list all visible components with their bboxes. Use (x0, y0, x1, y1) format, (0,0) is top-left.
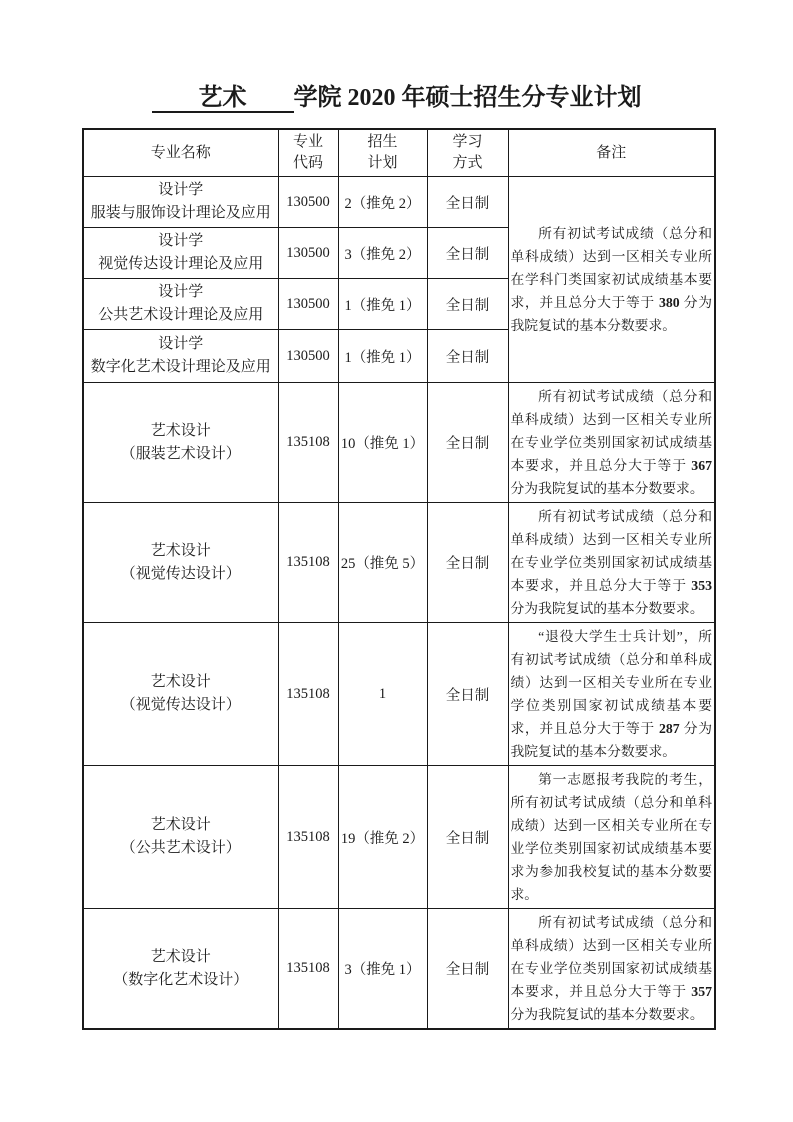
table-row (83, 766, 715, 909)
major-name-cell: 艺术设计 （服装艺术设计） (83, 383, 278, 503)
remark-score-bold: 367 (691, 458, 712, 473)
table-row (83, 383, 715, 503)
remark-paragraph: 所有初试考试成绩（总分和单科成绩）达到一区相关专业所在专业学位类别国家初试成绩基本要求，并且总分大于等于 367 分为我院复试的基本分数要求。 (510, 389, 712, 496)
admission-plan-table (82, 128, 716, 1030)
major-name-cell: 艺术设计 （视觉传达设计） (83, 503, 278, 623)
header-row (83, 129, 715, 177)
remark-paragraph: 所有初试考试成绩（总分和单科成绩）达到一区相关专业所在专业学位类别国家初试成绩基本要求，并且总分大于等于 353 分为我院复试的基本分数要求。 (510, 509, 712, 616)
remark-cell (508, 177, 715, 383)
study-mode-cell: 全日制 (427, 383, 508, 503)
major-code-cell: 135108 (278, 909, 338, 1030)
major-code-cell: 130500 (278, 330, 338, 383)
table-body (83, 177, 715, 1030)
major-name-cell: 设计学 服装与服饰设计理论及应用 (83, 177, 278, 228)
study-mode-cell: 全日制 (427, 228, 508, 279)
major-code-cell: 130500 (278, 228, 338, 279)
study-mode-cell: 全日制 (427, 909, 508, 1030)
study-mode-cell: 全日制 (427, 330, 508, 383)
remark-paragraph: “退役大学生士兵计划”，所有初试考试成绩（总分和单科成绩）达到一区相关专业所在专业学位类别国家初试成绩基本要求，并且总分大于等于 287 分为我院复试的基本分数要求。 (510, 629, 712, 759)
major-name-cell: 设计学 视觉传达设计理论及应用 (83, 228, 278, 279)
study-mode-cell: 全日制 (427, 623, 508, 766)
table-row (83, 623, 715, 766)
table-row (83, 503, 715, 623)
major-name-cell: 艺术设计 （数字化艺术设计） (83, 909, 278, 1030)
enrollment-plan-cell: 2（推免 2） (338, 177, 427, 228)
title-blank-underline: 艺术 (152, 85, 294, 113)
page-title (0, 84, 793, 113)
major-code-cell: 135108 (278, 623, 338, 766)
major-code-cell: 130500 (278, 279, 338, 330)
major-code-cell: 130500 (278, 177, 338, 228)
study-mode-cell: 全日制 (427, 766, 508, 909)
major-code-cell: 135108 (278, 383, 338, 503)
table-row (83, 177, 715, 228)
header-cell-major-code: 专业 代码 (278, 129, 338, 177)
enrollment-plan-cell: 19（推免 2） (338, 766, 427, 909)
remark-cell (508, 909, 715, 1030)
major-name-cell: 设计学 公共艺术设计理论及应用 (83, 279, 278, 330)
enrollment-plan-cell: 1（推免 1） (338, 330, 427, 383)
remark-score-bold: 357 (691, 984, 712, 999)
header-cell-enrollment-plan: 招生 计划 (338, 129, 427, 177)
enrollment-plan-cell: 1（推免 1） (338, 279, 427, 330)
major-code-cell: 135108 (278, 503, 338, 623)
study-mode-cell: 全日制 (427, 177, 508, 228)
header-cell-major-name: 专业名称 (83, 129, 278, 177)
header-cell-remarks: 备注 (508, 129, 715, 177)
enrollment-plan-cell: 3（推免 2） (338, 228, 427, 279)
remark-paragraph: 第一志愿报考我院的考生，所有初试考试成绩（总分和单科成绩）达到一区相关专业所在专业学位类别国家初试成绩基本要求为参加我校复试的基本分数要求。 (510, 772, 712, 902)
remark-cell (508, 623, 715, 766)
remark-score-bold: 380 (658, 295, 680, 310)
remark-cell (508, 766, 715, 909)
remark-cell (508, 503, 715, 623)
remark-paragraph: 所有初试考试成绩（总分和单科成绩）达到一区相关专业所在专业学位类别国家初试成绩基本要求，并且总分大于等于 357 分为我院复试的基本分数要求。 (510, 915, 712, 1022)
title-text: 学院 2020 年硕士招生分专业计划 (293, 85, 642, 111)
study-mode-cell: 全日制 (427, 503, 508, 623)
major-name-cell: 艺术设计 （视觉传达设计） (83, 623, 278, 766)
major-name-cell: 艺术设计 （公共艺术设计） (83, 766, 278, 909)
remark-score-bold: 353 (691, 578, 712, 593)
remark-score-bold: 287 (658, 721, 680, 736)
remark-paragraph: 所有初试考试成绩（总分和单科成绩）达到一区相关专业所在学科门类国家初试成绩基本要求，并且总分大于等于 380 分为我院复试的基本分数要求。 (510, 226, 712, 333)
header-cell-study-mode: 学习 方式 (427, 129, 508, 177)
major-code-cell: 135108 (278, 766, 338, 909)
study-mode-cell: 全日制 (427, 279, 508, 330)
table-head (83, 129, 715, 177)
enrollment-plan-cell: 10（推免 1） (338, 383, 427, 503)
major-name-cell: 设计学 数字化艺术设计理论及应用 (83, 330, 278, 383)
enrollment-plan-cell: 1 (338, 623, 427, 766)
enrollment-plan-cell: 25（推免 5） (338, 503, 427, 623)
enrollment-plan-cell: 3（推免 1） (338, 909, 427, 1030)
table-row (83, 909, 715, 1030)
remark-cell (508, 383, 715, 503)
